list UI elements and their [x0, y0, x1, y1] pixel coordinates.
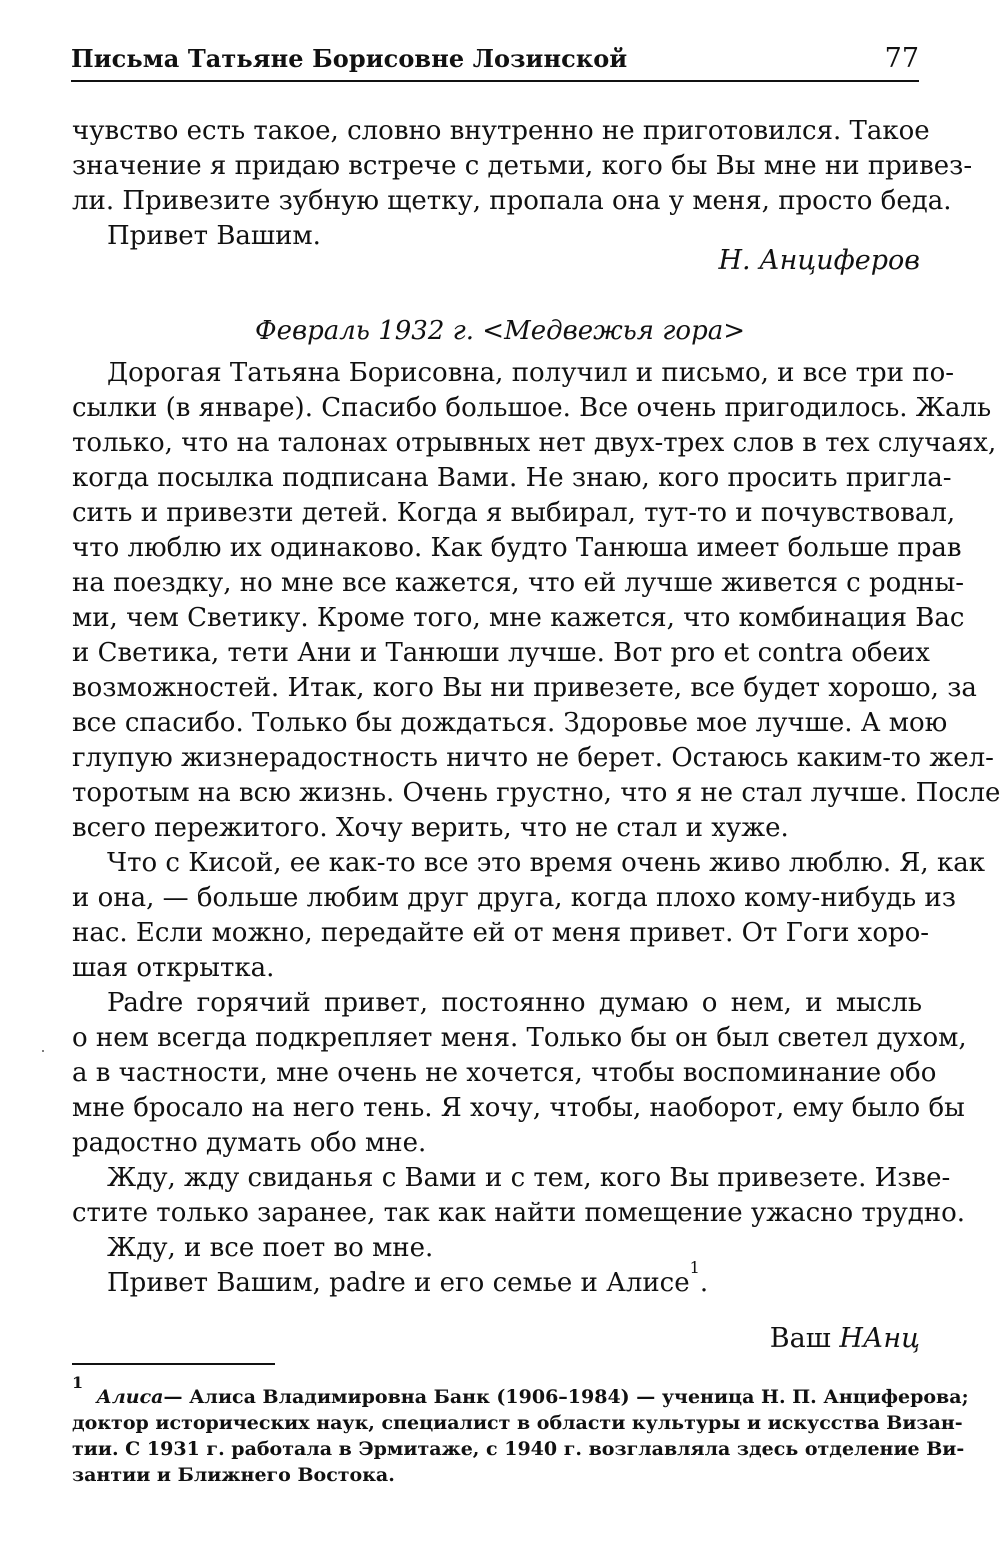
text-line: торотым на всю жизнь. Очень грустно, что я не стал лучше. После — [72, 778, 1000, 808]
text-line: Жду, и все поет во мне. — [107, 1233, 434, 1263]
text-segment: . — [699, 1268, 709, 1298]
text-line: Привет Вашим. — [107, 221, 321, 251]
text-line: значение я придаю встрече с детьми, кого бы Вы мне ни привез- — [72, 151, 973, 181]
footnote — [72, 1372, 969, 1488]
letter-2-signature — [770, 1323, 920, 1354]
footnote-line: тии. С 1931 г. работала в Эрмитаже, с 1940 г. возглавляла здесь отделение Ви- — [72, 1438, 965, 1460]
page-number: 77 — [884, 43, 919, 74]
text-line: радостно думать обо мне. — [72, 1128, 427, 1158]
text-line: чувство есть такое, словно внутренно не приготовился. Такое — [72, 116, 930, 146]
text-line: шая открытка. — [72, 953, 275, 983]
text-line: Дорогая Татьяна Борисовна, получил и письмо, и все три по- — [107, 358, 955, 388]
text-line: на поездку, но мне все кажется, что ей лучше живется с родны- — [72, 568, 965, 598]
footnote-line: зантии и Ближнего Востока. — [72, 1464, 395, 1486]
letter-2-body — [72, 356, 1000, 1301]
footnote-line: доктор исторических наук, специалист в области культуры и искусства Визан- — [72, 1412, 963, 1434]
text-line: сить и привезти детей. Когда я выбирал, тут-то и почувствовал, — [72, 498, 956, 528]
letter-1-body — [72, 114, 973, 254]
footnote-reference[interactable]: 1 — [689, 1258, 700, 1278]
text-line: и она, — больше любим друг друга, когда плохо кому-нибудь из — [72, 883, 956, 913]
text-segment: Привет Вашим, padre и его семье и Алисе — [107, 1268, 690, 1298]
text-line: мне бросало на него тень. Я хочу, чтобы, наоборот, ему было бы — [72, 1093, 965, 1123]
text-line: ли. Привезите зубную щетку, пропала она у меня, просто беда. — [72, 186, 952, 216]
letter-1-signature: Н. Анциферов — [718, 245, 920, 276]
text-line: все спасибо. Только бы дождаться. Здоровье мое лучше. А мою — [72, 708, 948, 738]
footnote-divider — [72, 1363, 275, 1365]
footnote-number: 1 — [72, 1372, 84, 1392]
text-line: Padre горячий привет, постоянно думаю о нем, и мысль — [107, 988, 922, 1018]
text-line: стите только заранее, так как найти помещение ужасно трудно. — [72, 1198, 966, 1228]
text-line: и Светика, тети Ани и Танюши лучше. Вот pro et contra обеих — [72, 638, 930, 668]
text-line: что люблю их одинаково. Как будто Танюша имеет больше прав — [72, 533, 962, 563]
footnote-text: — Алиса Владимировна Банк (1906–1984) — ученица Н. П. Анциферова; — [163, 1386, 969, 1408]
text-line-with-footnote — [72, 1258, 922, 1301]
text-line: Жду, жду свиданья с Вами и с тем, кого Вы привезете. Изве- — [107, 1163, 951, 1193]
text-line: всего пережитого. Хочу верить, что не стал и хуже. — [72, 813, 789, 843]
signature-name: НАнц — [839, 1323, 920, 1354]
text-line: Что с Кисой, ее как-то все это время очень живо люблю. Я, как — [107, 848, 985, 878]
letter-2-date-heading: Февраль 1932 г. <Медвежья гора> — [254, 316, 746, 346]
text-line: когда посылка подписана Вами. Не знаю, кого просить пригла- — [72, 463, 952, 493]
text-line: глупую жизнерадостность ничто не берет. Остаюсь каким-то жел- — [72, 743, 994, 773]
running-title: Письма Татьяне Борисовне Лозинской — [71, 44, 628, 73]
text-line: сылки (в январе). Спасибо большое. Все очень пригодилось. Жаль — [72, 393, 992, 423]
text-line: ми, чем Светику. Кроме того, мне кажется, что комбинация Вас — [72, 603, 965, 633]
text-line: а в частности, мне очень не хочется, чтобы воспоминание обо — [72, 1058, 937, 1088]
text-line: возможностей. Итак, кого Вы ни привезете, все будет хорошо, за — [72, 673, 977, 703]
text-line: нас. Если можно, передайте ей от меня привет. От Гоги хоро- — [72, 918, 930, 948]
text-line: только, что на талонах отрывных нет двух-трех слов в тех случаях, — [72, 428, 997, 458]
footnote-term: Алиса — [96, 1386, 164, 1408]
signature-prefix: Ваш — [769, 1323, 840, 1354]
text-line: о нем всегда подкрепляет меня. Только бы он был светел духом, — [72, 1023, 967, 1053]
running-header — [71, 40, 919, 82]
footnote-line — [72, 1372, 969, 1410]
scan-speck — [42, 1050, 44, 1052]
